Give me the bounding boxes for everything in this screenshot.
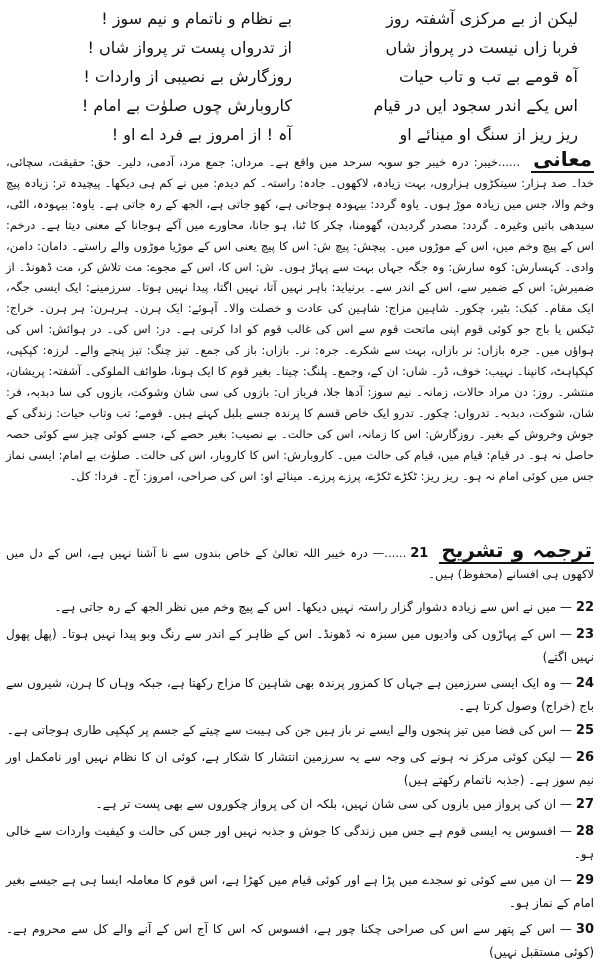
- translation-item: [6, 793, 594, 816]
- verse-row: [22, 33, 582, 62]
- item-text: — ان میں سے کوئی تو سجدے میں پڑا ہے اور کوئی قیام میں کھڑا ہے، اس قوم کا معاملہ ایسا ہی ہے جیسے بغیر امام کے نماز ہو۔: [6, 873, 594, 910]
- verse-first-hemistich: آہ قومے بے تب و تاب حیات: [399, 67, 578, 86]
- verse-first-hemistich: ریز ریز از سنگ او مینائے او: [399, 125, 578, 144]
- verse-second-hemistich: کاروبارش چوں صلوٰت بے امام !: [81, 96, 292, 115]
- item-number: 23: [575, 627, 594, 642]
- verse-row: [22, 4, 582, 33]
- item-number: 24: [575, 676, 594, 691]
- verse-first-hemistich: اس یکے اندر سجود ایں در قیام: [373, 96, 578, 115]
- item-text: — وہ ایک ایسی سرزمین ہے جہاں کا کمزور پرندہ بھی شاہین کا مزاج رکھتا ہے، جبکہ وہاں کا ہرن، شیروں سے باج (خراج) وصول کرتا ہے۔: [6, 676, 594, 713]
- item-text: — اس کے پہاڑوں کی وادیوں میں سبزہ نہ ڈھونڈ۔ اس کے ظاہر کے اندر سے رنگ وبو پیدا نہیں ہوتا۔ (پھل پھول نہیں اگتے): [6, 627, 594, 664]
- persian-verses: [22, 4, 582, 150]
- verse-second-hemistich: بے نظام و ناتمام و نیم سوز !: [101, 9, 292, 28]
- item-text: — اس کی فضا میں تیز پنجوں والے ایسے نر باز ہیں جن کی ہیبت سے چیتے کے جسم پر کپکپی طاری ہوجاتی ہے۔: [6, 723, 572, 737]
- translation-item: [6, 820, 594, 865]
- meanings-heading: معانی: [533, 147, 592, 171]
- item-number: 25: [575, 723, 594, 738]
- verse-first-hemistich: فربا زاں نیست در پرواز شاں: [385, 38, 578, 57]
- verse-row: [22, 62, 582, 91]
- item-number: 26: [575, 750, 594, 765]
- item-text: — ان کی پرواز میں بازوں کی سی شان نہیں، بلکہ ان کی پرواز چکوروں سے بھی پست تر ہے۔: [95, 797, 572, 811]
- verse-second-hemistich: روزگارش بے نصیبی از واردات !: [83, 67, 292, 86]
- item-number: 30: [575, 922, 594, 937]
- verse-row: [22, 120, 582, 149]
- translation-item: [6, 596, 594, 619]
- translation-item: [6, 623, 594, 668]
- verse-first-hemistich: لیکن از بے مرکزی آشفتہ روز: [386, 9, 578, 28]
- translation-header: [6, 537, 594, 585]
- meanings-body: ......خیبر: درہ خیبر جو سوبہ سرحد میں واقع ہے۔ مرداں: جمع مرد، آدمی، دلیر۔ حق: حقیقت، سچائی، خدا۔ صد ہزار: سینکڑوں ہزاروں، بہت زیادہ، لاکھوں۔ جادہ: راستہ۔ کم دیدم: میں نے کم ہی دیکھا۔ پیچیدہ تر: زیادہ پیچ وخم والا، جس میں زیادہ موڑ ہوں۔ یاوہ گردد: بیہودہ ہوجاتی ہے، کھو جاتی ہے، الجھ کے رہ جاتی ہے۔ یاوہ: بیہودہ، الٹی، سیدھی باتیں وغیرہ۔ گردد: مصدر گردیدن، گھومنا، چکر کا ٹنا، ہو جانا، محاورے میں آکے ہوجانا کے معنی دیتا ہے۔ درخم: اس کے پیچ وخم میں، اس کے موڑوں میں۔ پیچش: پیچ ش: اس کا پیچ یعنی اس کے موڑیا موڑوں والے راستے۔ دامان: دامن، وادی۔ کہسارش: کوہ سارش: وہ جگہ جہاں بہت سے پہاڑ ہوں۔ ش: اس کا، اس کے مجوے: مت تلاش کر، مت ڈھونڈ۔ از ضمیرش: اس کے ضمیر سے، اس کے اندر سے۔ برنیاید: باہر نہیں آتا، نہیں اگتا، پیدا نہیں ہوتا۔ سرزمینے: ایک ایسی جگہ، ایک مقام۔ کبک: بٹیر، چکور۔ شاہین مزاج: شاہین کی عادت و خصلت والا۔ آہوئے: ایک ہرن۔ ہرہرن: ہر ہرن۔ خراج: ٹیکس یا باج جو کوئی قوم اپنی ماتحت قوم سے اس کی غالب قوم کو ادا کرتی ہے۔ در: اس کی۔ در ہوائش: اس کی ہواؤں میں۔ جرہ بازاں: نر بازاں، بہت سے شکرے۔ جرہ: نر۔ بازاں: باز کی جمع۔ تیز چنگ: تیز پنجے والے۔ لرزہ: کپکپی، کپکپاہٹ، کانپنا۔ نہیب: خوف، ڈر۔ شاں: ان کے، وجمع۔ پلنگ: چیتا۔ بغیر قوم کا ایک ہونا، طوائف الملوکی۔ آشفتہ: پریشان، منتشر۔ روز: دن مراد حالات، زمانہ۔ نیم سوز: آدھا جلا، فرباز اں: بازوں کی سی شان وشوکت، بازوں کی سا دبدبہ، فر: شان، شوکت، دبدبہ۔ تدرواں: چکور۔ تدرو ایک خاص قسم کا پرندہ جسے بلبل کہتے ہیں۔ قومے: تب وتاب حیات: زندگی کے جوش وخروش کے بغیر۔ روزگارش: اس کا زمانہ، اس کی حالت۔ بے نصیب: بغیر حصے کے، جسے کوئی چیز سے کوئی حصہ حاصل نہ ہو۔ در قیام: قیام میں، قیام کی حالت میں۔ کاروبارش: اس کا کاروبار، اس کی حالت۔ صلوٰت بے امام: ایسی نماز جس میں کوئی امام نہ ہو۔ ریز ریز: ٹکڑے ٹکڑے، پرزے پرزے۔ مینائے او: اس کی صراحی، امروز: آج۔ فردا: کل۔: [6, 155, 594, 483]
- item-number: 29: [575, 873, 594, 888]
- item-number: 22: [575, 600, 594, 615]
- translation-item: [6, 672, 594, 717]
- item-number: 27: [575, 797, 594, 812]
- translation-item: [6, 869, 594, 914]
- item-number: 28: [575, 824, 594, 839]
- verse-second-hemistich: از تدرواں پست تر پرواز شاں !: [87, 38, 292, 57]
- meanings-paragraph: [6, 146, 594, 487]
- translation-item: [6, 719, 594, 742]
- meanings-section: [6, 146, 594, 533]
- translation-list: [6, 596, 594, 967]
- item-text: — افسوس یہ ایسی قوم ہے جس میں زندگی کا جوش و جذبہ نہیں اور جس کی حالت و کیفیت واردات سے خالی ہو۔: [6, 824, 594, 861]
- verse-row: [22, 91, 582, 120]
- item-text: — اس کے پتھر سے اس کی صراحی چکنا چور ہے، افسوس کہ اس کا آج اس کے آنے والے کل سے محروم ہے۔ (کوئی مستقبل نہیں): [6, 922, 594, 959]
- translation-intro-text: ......— درہ خیبر اللہ تعالیٰ کے خاص بندوں سے نا آشنا نہیں ہے، اس کے دل میں لاکھوں ہی افسانے (محفوظ) ہیں۔: [6, 546, 594, 581]
- item-number: 21: [410, 546, 429, 561]
- verse-second-hemistich: آہ ! از امروز بے فرد اے او !: [111, 125, 292, 144]
- item-text: — میں نے اس سے زیادہ دشوار گزار راستہ نہیں دیکھا۔ اس کے پیچ وخم میں نظر الجھ کے رہ جاتی ہے۔: [54, 600, 572, 614]
- item-text: — لیکن کوئی مرکز نہ ہونے کی وجہ سے یہ سرزمین انتشار کا شکار ہے، کوئی ان کا نظام نہیں اور نامکمل اور نیم سوز ہے۔ (جذبہ ناتمام رکھتے ہیں): [6, 750, 594, 787]
- translation-item: [6, 918, 594, 963]
- translation-heading: ترجمہ و تشریح: [441, 538, 593, 562]
- translation-item: [6, 746, 594, 791]
